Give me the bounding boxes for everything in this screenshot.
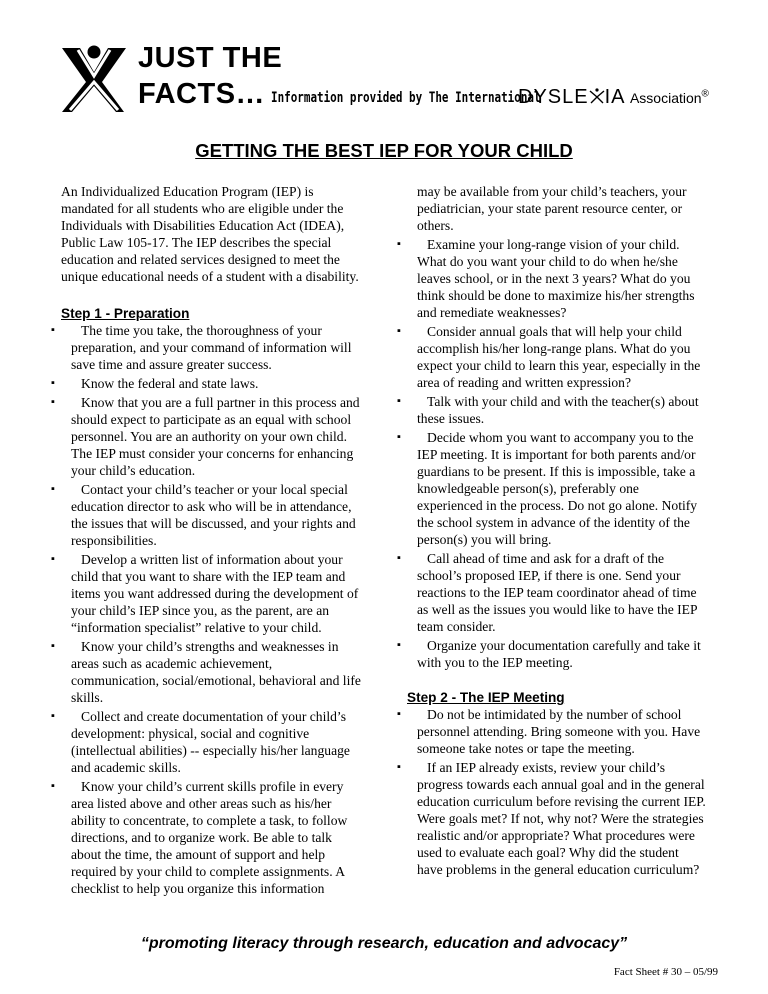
org-suffix: Association [629, 90, 702, 106]
header-just-the: JUST THE [138, 42, 283, 74]
header-association [518, 86, 709, 109]
list-item: ▪ Collect and create documentation of your child’s development: physical, social and cognitive (intellectual abilities) -- especially his/her language and academic skills. [61, 708, 361, 776]
registered-mark: ® [701, 88, 709, 100]
page-title: GETTING THE BEST IEP FOR YOUR CHILD [195, 140, 573, 161]
step2-list [407, 706, 707, 878]
header-facts: FACTS… [138, 78, 266, 110]
fact-sheet-number: Fact Sheet # 30 – 05/99 [613, 966, 718, 978]
step1-list [61, 322, 361, 897]
list-item: ▪ Call ahead of time and ask for a draft of the school’s proposed IEP, if there is one. Send your reactions to the IEP team coordinator ahead of time as well as the issues you would like to have the IEP team consider. [407, 550, 707, 635]
list-item: ▪ Develop a written list of information about your child that you want to share with the IEP team and items you want addressed during the development of your child’s IEP since you, as the parent, are an “information specialist” relative to your child. [61, 551, 361, 636]
header-info-text: Information provided by The International [271, 90, 541, 106]
list-item: ▪ Know your child’s strengths and weaknesses in areas such as academic achievement, communication, social/emotional, behavioral and life skills. [61, 638, 361, 706]
continuation-text: may be available from your child’s teachers, your pediatrician, your state parent resource center, or others. [417, 184, 687, 233]
list-item: ▪ The time you take, the thoroughness of your preparation, and your command of information will save time and assure greater success. [61, 322, 361, 373]
x-logo-icon [589, 88, 605, 104]
list-item: ▪ Talk with your child and with the teacher(s) about these issues. [407, 393, 707, 427]
list-item: ▪ If an IEP already exists, review your child’s progress towards each annual goal and in the general education curriculum before revising the current IEP. Were goals met? If not, why not? Were the strategies realistic and/or appropriate? What procedures were used to evaluate each goal? Why did the student have problems in the general education curriculum? [407, 759, 707, 878]
header [58, 40, 718, 115]
list-item: ▪ Decide whom you want to accompany you to the IEP meeting. It is important for both parents and/or guardians to be present. If this is impossible, take a knowledgeable person(s), preferably one experienced in the process. Do not go alone. Notify the school system in advance of the identity of the person(s) you will bring. [407, 429, 707, 548]
step1-heading: Step 1 - Preparation [61, 306, 190, 321]
right-column [407, 183, 707, 880]
left-column [61, 183, 361, 899]
list-item: ▪ Organize your documentation carefully and take it with you to the IEP meeting. [407, 637, 707, 671]
footer-slogan: “promoting literacy through research, education and advocacy” [140, 935, 628, 952]
list-item: ▪ Know your child’s current skills profile in every area listed above and other areas such as his/her ability to concentrate, to complete a task, to follow directions, and to organize work. Be able to talk about the time, the amount of support and help required by your child to complete assignments. A checklist to help you organize this information [61, 778, 361, 897]
list-item: ▪ Do not be intimidated by the number of school personnel attending. Bring someone with you. Have someone take notes or tape the meeting. [407, 706, 707, 757]
list-item: ▪ Contact your child’s teacher or your local special education director to ask who will be in attendance, the issues that will be discussed, and your rights and responsibilities. [61, 481, 361, 549]
intro-paragraph: An Individualized Education Program (IEP) is mandated for all students who are eligible under the Individuals with Disabilities Education Act (IDEA), Public Law 105-17. The IEP describes the special education and related services designed to meet the unique educational needs of a student with a disability. [61, 184, 359, 284]
step1-list-continued [407, 236, 707, 671]
list-item: ▪ Know that you are a full partner in this process and should expect to participate as an equal with school personnel. You are an authority on your own child. The IEP must consider your concerns for enhancing your child’s education. [61, 394, 361, 479]
step2-heading: Step 2 - The IEP Meeting [407, 690, 565, 705]
list-item: ▪ Know the federal and state laws. [61, 375, 361, 392]
org-name-part1: DYSLE [518, 86, 589, 108]
list-item: ▪ Examine your long-range vision of your child. What do you want your child to do when he/she leaves school, or in the next 3 years? What do you think should be done to maximize his/her strengths and remediate weaknesses? [407, 236, 707, 321]
list-item: ▪ Consider annual goals that will help your child accomplish his/her long-range plans. What do you expect your child to learn this year, especially in the area of reading and written expression? [407, 323, 707, 391]
ida-logo-icon [58, 42, 128, 114]
org-name-part2: IA [604, 86, 626, 108]
